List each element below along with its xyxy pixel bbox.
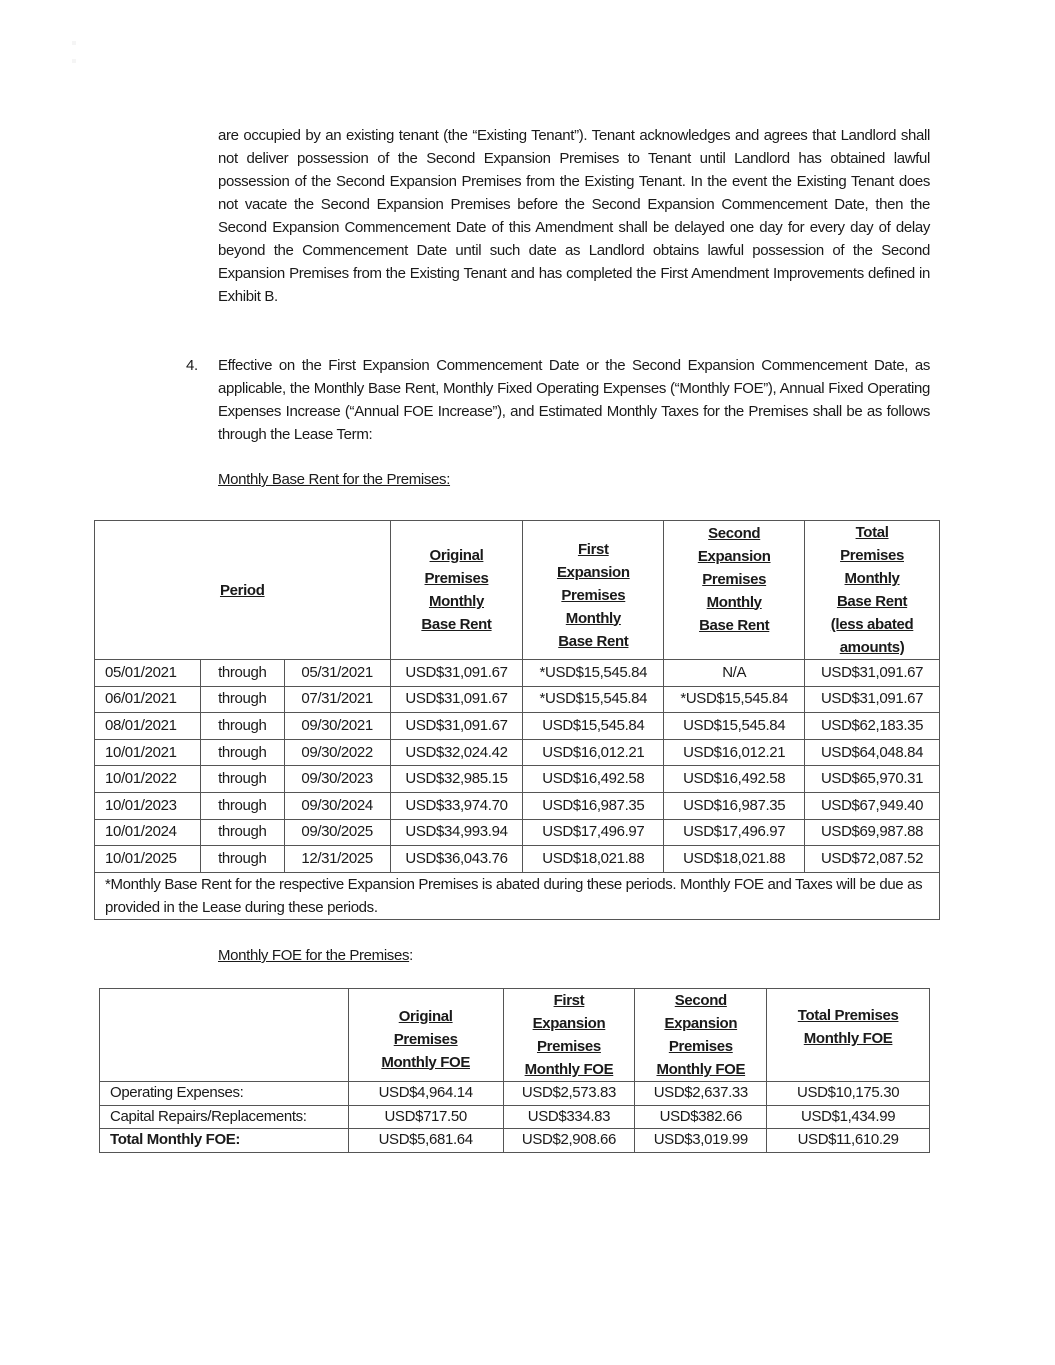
table-row: [95, 819, 940, 846]
period-end: 09/30/2022: [284, 739, 390, 766]
period-through: through: [200, 846, 284, 873]
second-expansion-rent: *USD$15,545.84: [664, 686, 805, 713]
period-through: through: [200, 739, 284, 766]
original-rent: USD$31,091.67: [390, 686, 523, 713]
second-expansion-foe: USD$3,019.99: [635, 1129, 767, 1153]
period-through: through: [200, 792, 284, 819]
period-end: 12/31/2025: [284, 846, 390, 873]
period-start: 06/01/2021: [95, 686, 201, 713]
header-first-expansion: First Expansion Premises Monthly Base Rent: [523, 521, 664, 660]
rent-section-label: Monthly Base Rent for the Premises:: [218, 471, 451, 488]
second-expansion-rent: N/A: [664, 660, 805, 687]
period-end: 07/31/2021: [284, 686, 390, 713]
period-end: 09/30/2025: [284, 819, 390, 846]
second-expansion-rent: USD$15,545.84: [664, 713, 805, 740]
period-start: 10/01/2022: [95, 766, 201, 793]
table-row: [95, 713, 940, 740]
period-through: through: [200, 660, 284, 687]
period-through: through: [200, 819, 284, 846]
second-expansion-rent: USD$17,496.97: [664, 819, 805, 846]
table-row: [95, 739, 940, 766]
table-row: [100, 1082, 930, 1106]
total-foe: USD$11,610.29: [767, 1129, 930, 1153]
faint-header-mark: [72, 32, 142, 38]
original-rent: USD$32,985.15: [390, 766, 523, 793]
foe-section-label: Monthly FOE for the Premises:: [218, 947, 413, 964]
total-rent: USD$64,048.84: [805, 739, 940, 766]
second-expansion-foe: USD$2,637.33: [635, 1082, 767, 1106]
period-start: 05/01/2021: [95, 660, 201, 687]
monthly-foe-table: [99, 988, 930, 1153]
table-row: [95, 766, 940, 793]
abatement-footnote: *Monthly Base Rent for the respective Expansion Premises is abated during these periods. Monthly FOE and Taxes will be due as provided in the Lease during these periods.: [95, 872, 940, 919]
total-rent: USD$72,087.52: [805, 846, 940, 873]
first-expansion-foe: USD$2,573.83: [503, 1082, 635, 1106]
first-expansion-rent: USD$18,021.88: [523, 846, 664, 873]
second-expansion-foe: USD$382.66: [635, 1105, 767, 1129]
second-expansion-rent: USD$16,012.21: [664, 739, 805, 766]
header-second-expansion: Second Expansion Premises Monthly Base Rent: [664, 521, 805, 660]
header-total: Total Premises Monthly Base Rent (less abated amounts): [805, 521, 940, 660]
header-blank: [100, 989, 349, 1082]
period-start: 10/01/2021: [95, 739, 201, 766]
paragraph-continued: are occupied by an existing tenant (the “Existing Tenant”). Tenant acknowledges and agrees that Landlord shall not deliver possession of the Second Expansion Premises to Tenant until Landlord has obtained lawful possession of the Second Expansion Premises from the Existing Tenant. In the event the Existing Tenant does not vacate the Second Expansion Premises before the Second Expansion Commencement Date, then the Second Expansion Commencement Date of this Amendment shall be delayed one day for every day of delay beyond the Commencement Date until such date as Landlord obtains lawful possession of the Second Expansion Premises from the Existing Tenant and has completed the First Amendment Improvements defined in Exhibit B.: [218, 127, 930, 305]
period-start: 08/01/2021: [95, 713, 201, 740]
monthly-base-rent-table: [94, 520, 940, 920]
total-rent: USD$62,183.35: [805, 713, 940, 740]
first-expansion-rent: USD$16,012.21: [523, 739, 664, 766]
header-total: Total Premises Monthly FOE: [767, 989, 930, 1082]
first-expansion-rent: USD$17,496.97: [523, 819, 664, 846]
original-rent: USD$31,091.67: [390, 660, 523, 687]
period-through: through: [200, 713, 284, 740]
table-row: [100, 1105, 930, 1129]
original-rent: USD$34,993.94: [390, 819, 523, 846]
table-header-row: [95, 521, 940, 660]
period-start: 10/01/2024: [95, 819, 201, 846]
period-through: through: [200, 766, 284, 793]
header-original: Original Premises Monthly Base Rent: [390, 521, 523, 660]
second-expansion-rent: USD$16,987.35: [664, 792, 805, 819]
header-period: Period: [95, 521, 391, 660]
period-end: 09/30/2023: [284, 766, 390, 793]
original-foe: USD$4,964.14: [348, 1082, 503, 1106]
period-start: 10/01/2025: [95, 846, 201, 873]
row-label: Operating Expenses:: [100, 1082, 349, 1106]
paragraph-item-4: Effective on the First Expansion Commencement Date or the Second Expansion Commencement Date, as applicable, the Monthly Base Rent, Monthly Fixed Operating Expenses (“Monthly FOE”), Annual Fixed Operating Expenses Increase (“Annual FOE Increase”), and Estimated Monthly Taxes for the Premises shall be as follows through the Lease Term:: [218, 357, 930, 443]
first-expansion-foe: USD$334.83: [503, 1105, 635, 1129]
row-label: Capital Repairs/Replacements:: [100, 1105, 349, 1129]
first-expansion-rent: USD$15,545.84: [523, 713, 664, 740]
original-rent: USD$32,024.42: [390, 739, 523, 766]
table-row: [95, 792, 940, 819]
table-header-row: [100, 989, 930, 1082]
second-expansion-rent: USD$16,492.58: [664, 766, 805, 793]
first-expansion-foe: USD$2,908.66: [503, 1129, 635, 1153]
total-foe: USD$10,175.30: [767, 1082, 930, 1106]
item-number: 4.: [186, 357, 198, 374]
original-rent: USD$36,043.76: [390, 846, 523, 873]
original-rent: USD$31,091.67: [390, 713, 523, 740]
total-rent: USD$67,949.40: [805, 792, 940, 819]
footnote-row: [95, 872, 940, 919]
total-rent: USD$31,091.67: [805, 660, 940, 687]
table-row-total: [100, 1129, 930, 1153]
table-row: [95, 846, 940, 873]
original-foe: USD$717.50: [348, 1105, 503, 1129]
first-expansion-rent: *USD$15,545.84: [523, 660, 664, 687]
original-foe: USD$5,681.64: [348, 1129, 503, 1153]
header-second-expansion: Second Expansion Premises Monthly FOE: [635, 989, 767, 1082]
first-expansion-rent: USD$16,987.35: [523, 792, 664, 819]
total-rent: USD$69,987.88: [805, 819, 940, 846]
total-foe: USD$1,434.99: [767, 1105, 930, 1129]
header-original: Original Premises Monthly FOE: [348, 989, 503, 1082]
row-label: Total Monthly FOE:: [100, 1129, 349, 1153]
period-end: 05/31/2021: [284, 660, 390, 687]
header-first-expansion: First Expansion Premises Monthly FOE: [503, 989, 635, 1082]
table-row: [95, 660, 940, 687]
second-expansion-rent: USD$18,021.88: [664, 846, 805, 873]
first-expansion-rent: *USD$15,545.84: [523, 686, 664, 713]
period-end: 09/30/2021: [284, 713, 390, 740]
period-end: 09/30/2024: [284, 792, 390, 819]
total-rent: USD$31,091.67: [805, 686, 940, 713]
total-rent: USD$65,970.31: [805, 766, 940, 793]
first-expansion-rent: USD$16,492.58: [523, 766, 664, 793]
table-row: [95, 686, 940, 713]
period-start: 10/01/2023: [95, 792, 201, 819]
original-rent: USD$33,974.70: [390, 792, 523, 819]
period-through: through: [200, 686, 284, 713]
